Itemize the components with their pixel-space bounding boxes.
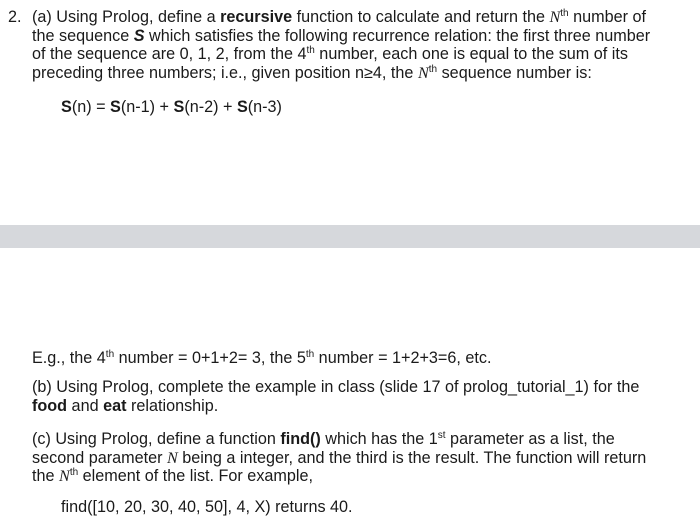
text-run: number = 0+1+2= 3, the 5 (114, 349, 306, 367)
formula-text: (n-1) + (120, 98, 174, 116)
text-run: which has the 1 (320, 430, 438, 448)
find-example-call: find([10, 20, 30, 40, 50], 4, X) returns 40. (61, 498, 353, 516)
text-run: and (67, 396, 104, 415)
formula-s: S (110, 98, 121, 116)
superscript: th (428, 63, 438, 75)
part-c-line-1 (32, 430, 692, 449)
question-part-b (32, 378, 692, 415)
variable-n: N (166, 448, 178, 467)
keyword-recursive: recursive (220, 8, 293, 26)
formula-s: S (236, 98, 248, 116)
superscript: th (305, 349, 315, 360)
question-part-c (32, 430, 692, 486)
variable-n: N (549, 8, 561, 26)
text-run: parameter as a list, the (445, 430, 615, 448)
formula-text: (n-2) + (184, 98, 237, 116)
part-c-line-2 (32, 449, 692, 468)
text-run: function to calculate and return the (292, 8, 550, 26)
variable-n: N (417, 63, 429, 82)
variable-n: N (59, 467, 70, 485)
text-run: the (32, 467, 60, 485)
formula-s: S (61, 98, 72, 116)
part-a-line-1 (8, 8, 692, 27)
part-c-line-3 (32, 467, 692, 486)
part-a-line-4 (8, 64, 692, 83)
part-a-example (32, 349, 491, 368)
part-a-line-3 (8, 45, 692, 64)
part-a-label: (a) (32, 8, 52, 26)
text-run: of the sequence are 0, 1, 2, from the 4 (32, 45, 307, 63)
part-b-line-1: (b) Using Prolog, complete the example in class (slide 17 of prolog_tutorial_1) for the (32, 378, 640, 396)
part-b-line-2 (32, 397, 692, 416)
superscript: th (105, 349, 115, 360)
text-run: which satisfies the following recurrence relation: the first three number (144, 26, 651, 45)
text-run: sequence number is: (437, 63, 592, 82)
text-run: relationship. (126, 396, 219, 415)
variable-s: S (133, 26, 145, 45)
superscript: st (437, 430, 446, 441)
question-part-a (8, 8, 692, 82)
text-run: second parameter (32, 448, 167, 467)
recurrence-formula (61, 98, 282, 117)
part-a-line-2 (8, 27, 692, 46)
page-break-band (0, 225, 700, 248)
keyword-find: find() (280, 430, 321, 448)
superscript: th (69, 467, 79, 478)
text-run: (c) Using Prolog, define a function (32, 430, 281, 448)
text-run: Using Prolog, define a (56, 8, 221, 26)
question-number: 2. (8, 8, 22, 26)
superscript: th (306, 45, 315, 56)
text-run: number of (568, 8, 646, 26)
text-run: E.g., the 4 (32, 349, 106, 367)
text-run: number = 1+2+3=6, etc. (314, 349, 492, 367)
text-run: element of the list. For example, (78, 467, 313, 485)
formula-text: (n) = (71, 98, 111, 116)
formula-s: S (173, 98, 185, 116)
formula-text: (n-3) (247, 98, 282, 116)
text-run: number, each one is equal to the sum of its (314, 45, 628, 63)
text-run: preceding three numbers; i.e., given position n≥4, the (32, 63, 418, 82)
text-run: being a integer, and the third is the result. The function will return (177, 448, 647, 467)
keyword-food: food (32, 396, 68, 415)
superscript: th (560, 8, 569, 19)
text-run: the sequence (32, 26, 134, 45)
keyword-eat: eat (103, 396, 127, 415)
